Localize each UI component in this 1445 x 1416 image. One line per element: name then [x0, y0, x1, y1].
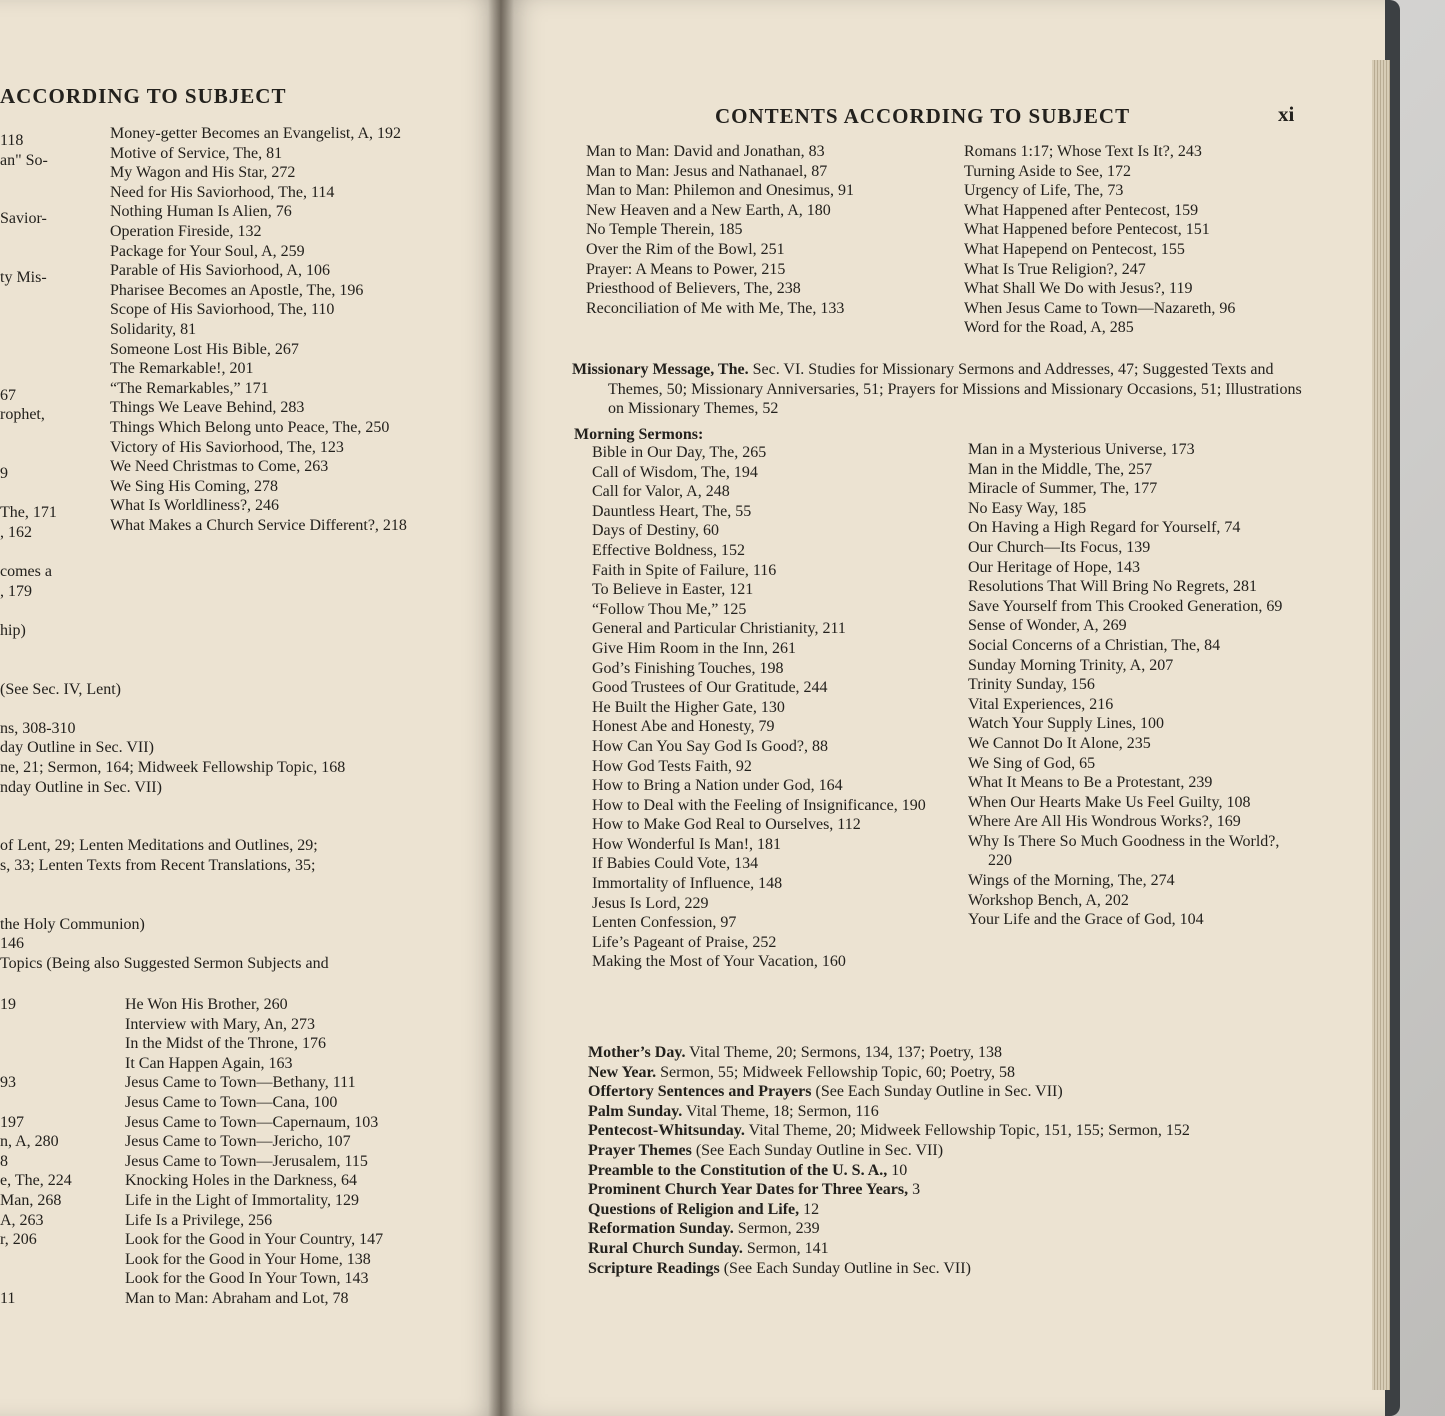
index-entry: Jesus Came to Town—Bethany, 111: [125, 1074, 356, 1092]
index-entry: Wings of the Morning, The, 274: [968, 872, 1175, 890]
index-entry: Man in the Middle, The, 257: [968, 460, 1153, 478]
index-entry: Miracle of Summer, The, 177: [968, 480, 1158, 498]
index-entry: Jesus Came to Town—Jericho, 107: [125, 1133, 351, 1151]
index-entry: Over the Rim of the Bowl, 251: [586, 240, 785, 258]
index-fragment: 67: [0, 386, 16, 404]
index-fragment: [0, 797, 80, 817]
right-page-heading: CONTENTS ACCORDING TO SUBJECT: [715, 104, 1131, 128]
index-fragment: [0, 876, 80, 896]
index-entry: What It Means to Be a Protestant, 239: [968, 774, 1213, 792]
index-term: Preamble to the Constitution of the U. S. A.,: [588, 1161, 888, 1179]
index-entry: Give Him Room in the Inn, 261: [592, 639, 796, 657]
index-entry: What Is Worldliness?, 246: [110, 497, 280, 515]
index-column-top-right: [964, 142, 1309, 338]
index-fragment: [0, 660, 80, 680]
index-entry: Trinity Sunday, 156: [968, 676, 1095, 694]
index-fragment: (See Sec. IV, Lent): [0, 680, 121, 698]
index-fragment: comes a: [0, 563, 52, 581]
index-entry: Look for the Good in Your Country, 147: [125, 1231, 384, 1249]
index-fragment: 118: [0, 132, 24, 149]
left-page: [0, 0, 500, 1416]
index-entry: Pharisee Becomes an Apostle, The, 196: [110, 281, 364, 299]
index-fragment: s, 33; Lenten Texts from Recent Translations, 35;: [0, 856, 316, 874]
index-term: New Year.: [588, 1063, 657, 1081]
index-entry: The Remarkable!, 201: [110, 360, 254, 378]
index-entry: He Built the Higher Gate, 130: [592, 698, 785, 716]
index-entry: Turning Aside to See, 172: [964, 162, 1131, 180]
index-entry: Life’s Pageant of Praise, 252: [592, 933, 777, 951]
index-entry: Scope of His Saviorhood, The, 110: [110, 301, 335, 319]
index-fragment: [0, 347, 80, 367]
index-fragment: 93: [0, 1074, 16, 1092]
index-entry: Jesus Came to Town—Capernaum, 103: [125, 1113, 379, 1131]
left-column-entries: [110, 124, 460, 535]
index-entry: We Need Christmas to Come, 263: [110, 458, 329, 476]
index-refs: Sermon, 141: [742, 1239, 829, 1257]
index-entry: Where Are All His Wondrous Works?, 169: [968, 813, 1241, 831]
index-entry: Our Heritage of Hope, 143: [968, 558, 1140, 576]
index-refs: 3: [908, 1181, 921, 1199]
index-refs: (See Each Sunday Outline in Sec. VII): [811, 1083, 1063, 1101]
index-entry: [588, 1200, 1308, 1220]
index-fragment: [0, 366, 80, 386]
index-fragment: ty Mis-: [0, 269, 47, 287]
index-fragment: [0, 895, 80, 915]
index-refs: Sermon, 55; Midweek Fellowship Topic, 60; Poetry, 58: [656, 1063, 1015, 1081]
index-entry: Vital Experiences, 216: [968, 695, 1114, 713]
index-entry: Our Church—Its Focus, 139: [968, 538, 1151, 556]
index-entry: If Babies Could Vote, 134: [592, 855, 759, 873]
index-entry: Romans 1:17; Whose Text Is It?, 243: [964, 143, 1202, 160]
index-entry: Your Life and the Grace of God, 104: [968, 911, 1204, 929]
index-entry: Faith in Spite of Failure, 116: [592, 561, 777, 579]
index-fragment: hip): [0, 621, 26, 639]
index-entry: Man to Man: Jesus and Nathanael, 87: [586, 162, 828, 180]
index-entry: Jesus Came to Town—Jerusalem, 115: [125, 1152, 368, 1170]
index-entry: What Hapepend on Pentecost, 155: [964, 240, 1185, 258]
book-gutter: [488, 0, 514, 1416]
index-fragment: , 162: [0, 523, 32, 541]
morning-sermons-left: [592, 443, 937, 972]
left-column-fragments-lower: [0, 995, 100, 1309]
index-fragment: [0, 601, 80, 621]
index-entry: Solidarity, 81: [110, 320, 197, 338]
index-entry: “The Remarkables,” 171: [110, 379, 269, 397]
index-entry: How to Make God Real to Ourselves, 112: [592, 816, 861, 834]
index-fragment: [0, 817, 80, 837]
index-fragment: [0, 484, 80, 504]
index-refs: Vital Theme, 20; Sermons, 134, 137; Poetry, 138: [685, 1044, 1002, 1061]
index-entry: Dauntless Heart, The, 55: [592, 502, 752, 520]
index-entry: Life in the Light of Immortality, 129: [125, 1191, 360, 1209]
index-entry: New Heaven and a New Earth, A, 180: [586, 201, 831, 219]
index-refs: (See Each Sunday Outline in Sec. VII): [719, 1259, 971, 1277]
index-entry: Victory of His Saviorhood, The, 123: [110, 438, 344, 456]
missionary-text: Sec. VI. Studies for Missionary Sermons and Addresses, 47; Suggested Texts and Themes, 50; Missionary Anniversaries, 51; Prayers for Missions and Missionary Occasions, 51; Illustrations on Missionary Themes, 52: [608, 361, 1302, 418]
index-entry: Sunday Morning Trinity, A, 207: [968, 656, 1174, 674]
index-fragment: e, The, 224: [0, 1172, 72, 1190]
index-fragment: [0, 1015, 100, 1035]
index-entry: What Happened before Pentecost, 151: [964, 221, 1210, 239]
index-entry: Bible in Our Day, The, 265: [592, 444, 767, 461]
index-entry: No Easy Way, 185: [968, 499, 1087, 517]
index-fragment: [0, 327, 80, 347]
index-entry: Man to Man: Abraham and Lot, 78: [125, 1289, 349, 1307]
index-fragment: A, 263: [0, 1211, 44, 1229]
index-refs: 10: [887, 1161, 908, 1179]
index-fragment: 19: [0, 996, 16, 1013]
index-fragment: ns, 308-310: [0, 719, 76, 737]
index-term: Reformation Sunday.: [588, 1220, 734, 1238]
index-entry: [588, 1121, 1308, 1141]
index-entry: God’s Finishing Touches, 198: [592, 659, 784, 677]
index-fragment: [0, 445, 80, 465]
index-fragment: [0, 1034, 100, 1054]
index-entry: Knocking Holes in the Darkness, 64: [125, 1172, 357, 1190]
index-fragment: Man, 268: [0, 1191, 62, 1209]
index-entry: My Wagon and His Star, 272: [110, 164, 296, 182]
index-entry: [588, 1102, 1308, 1122]
index-entry: Call for Valor, A, 248: [592, 483, 730, 501]
index-fragment: n, A, 280: [0, 1133, 59, 1151]
index-entry: Urgency of Life, The, 73: [964, 182, 1124, 200]
index-entry: He Won His Brother, 260: [125, 996, 288, 1013]
index-entry: [588, 1043, 1308, 1063]
index-entry: [588, 1219, 1308, 1239]
index-entry: Workshop Bench, A, 202: [968, 891, 1129, 909]
index-fragment: Topics (Being also Suggested Sermon Subjects and: [0, 954, 329, 972]
index-refs: 12: [799, 1200, 820, 1218]
index-entry: Jesus Is Lord, 229: [592, 894, 709, 912]
index-entry: Look for the Good in Your Home, 138: [125, 1250, 371, 1268]
index-entry: What Is True Religion?, 247: [964, 260, 1146, 278]
index-fragment: [0, 1054, 100, 1074]
index-entry: Reconciliation of Me with Me, The, 133: [586, 299, 845, 317]
index-fragment: Savior-: [0, 210, 47, 228]
index-fragment: [0, 425, 80, 445]
index-fragment: of Lent, 29; Lenten Meditations and Outlines, 29;: [0, 837, 318, 855]
index-fragment: 11: [0, 1289, 16, 1307]
index-entry: How to Deal with the Feeling of Insignificance, 190: [592, 796, 926, 814]
index-fragment: [0, 699, 80, 719]
index-entry: Motive of Service, The, 81: [110, 144, 283, 162]
index-fragment: 197: [0, 1113, 24, 1131]
index-entry: Honest Abe and Honesty, 79: [592, 718, 775, 736]
index-entry: On Having a High Regard for Yourself, 74: [968, 519, 1241, 537]
index-entry: How Wonderful Is Man!, 181: [592, 835, 782, 853]
index-entries-bottom: [588, 1043, 1308, 1278]
right-page: [500, 0, 1385, 1416]
index-entry: Word for the Road, A, 285: [964, 319, 1134, 337]
index-entry: Immortality of Influence, 148: [592, 875, 783, 893]
index-entry: Look for the Good In Your Town, 143: [125, 1270, 369, 1288]
index-fragment: the Holy Communion): [0, 915, 145, 933]
index-fragment: nday Outline in Sec. VII): [0, 778, 162, 796]
index-entry: Save Yourself from This Crooked Generation, 69: [968, 597, 1283, 615]
index-entry: Man to Man: Philemon and Onesimus, 91: [586, 182, 854, 200]
index-entry: Parable of His Saviorhood, A, 106: [110, 262, 330, 280]
index-entry: We Sing of God, 65: [968, 754, 1096, 772]
index-column-top-left: [586, 142, 931, 318]
index-fragment: [0, 288, 80, 308]
index-entry: Call of Wisdom, The, 194: [592, 463, 758, 481]
index-term: Questions of Religion and Life,: [588, 1200, 800, 1218]
index-entry: General and Particular Christianity, 211: [592, 620, 846, 638]
index-term: Prominent Church Year Dates for Three Years,: [588, 1181, 909, 1199]
index-term: Offertory Sentences and Prayers: [588, 1083, 812, 1101]
index-entry: Jesus Came to Town—Cana, 100: [125, 1093, 338, 1111]
index-entry: Sense of Wonder, A, 269: [968, 617, 1127, 635]
index-entry: Effective Boldness, 152: [592, 541, 746, 559]
index-fragment: 9: [0, 465, 8, 483]
index-refs: Sermon, 239: [733, 1220, 820, 1238]
page-edges: [1372, 60, 1390, 1390]
index-entry: Nothing Human Is Alien, 76: [110, 203, 292, 221]
index-entry: Man to Man: David and Jonathan, 83: [586, 143, 825, 160]
index-entry: [588, 1239, 1308, 1259]
index-refs: (See Each Sunday Outline in Sec. VII): [691, 1141, 944, 1159]
index-fragment: [0, 170, 80, 190]
index-fragment: [0, 229, 80, 249]
index-entry: Good Trustees of Our Gratitude, 244: [592, 679, 828, 697]
index-entry: Man in a Mysterious Universe, 173: [968, 441, 1195, 458]
index-entry: We Sing His Coming, 278: [110, 477, 279, 495]
index-entry: When Jesus Came to Town—Nazareth, 96: [964, 299, 1236, 317]
index-term: Rural Church Sunday.: [588, 1239, 743, 1257]
index-entry: [588, 1180, 1308, 1200]
index-entry: What Shall We Do with Jesus?, 119: [964, 280, 1193, 298]
index-refs: Vital Theme, 18; Sermon, 116: [682, 1102, 879, 1120]
index-entry: Why Is There So Much Goodness in the World?, 220: [968, 832, 1280, 870]
index-fragment: [0, 1250, 100, 1270]
index-entry: [588, 1082, 1308, 1102]
index-fragment: [0, 640, 80, 660]
index-entry: [588, 1141, 1308, 1161]
morning-sermons-right: [968, 440, 1303, 930]
index-entry: What Makes a Church Service Different?, 218: [110, 516, 407, 534]
index-term: Palm Sunday.: [588, 1102, 683, 1120]
index-entry: Life Is a Privilege, 256: [125, 1211, 273, 1229]
index-entry: Interview with Mary, An, 273: [125, 1015, 316, 1033]
index-entry: When Our Hearts Make Us Feel Guilty, 108: [968, 793, 1251, 811]
index-entry: To Believe in Easter, 121: [592, 581, 754, 599]
index-entry: Resolutions That Will Bring No Regrets, 281: [968, 578, 1257, 596]
left-column-entries-lower: [125, 995, 470, 1309]
index-entry: Social Concerns of a Christian, The, 84: [968, 636, 1221, 654]
index-fragment: [0, 249, 80, 269]
index-fragment: [0, 190, 80, 210]
index-fragment: [0, 307, 80, 327]
index-entry: How God Tests Faith, 92: [592, 757, 752, 775]
index-entry: How to Bring a Nation under God, 164: [592, 777, 843, 795]
index-entry: We Cannot Do It Alone, 235: [968, 734, 1151, 752]
missionary-entry: [572, 360, 1302, 419]
index-entry: No Temple Therein, 185: [586, 221, 743, 239]
index-term: Pentecost-Whitsunday.: [588, 1122, 745, 1140]
missionary-term: Missionary Message, The.: [572, 361, 749, 378]
index-fragment: 8: [0, 1152, 8, 1170]
index-fragment: , 179: [0, 582, 32, 600]
index-fragment: rophet,: [0, 406, 45, 424]
index-entry: Lenten Confession, 97: [592, 914, 737, 932]
index-refs: Vital Theme, 20; Midweek Fellowship Topic, 151, 155; Sermon, 152: [744, 1122, 1190, 1140]
index-fragment: an" So-: [0, 151, 48, 169]
index-entry: Things Which Belong unto Peace, The, 250: [110, 418, 390, 436]
index-fragment: 146: [0, 935, 24, 953]
index-entry: Money-getter Becomes an Evangelist, A, 192: [110, 125, 402, 142]
index-term: Prayer Themes: [588, 1141, 692, 1159]
index-entry: Prayer: A Means to Power, 215: [586, 260, 786, 278]
index-entry: Watch Your Supply Lines, 100: [968, 715, 1165, 733]
index-entry: Operation Fireside, 132: [110, 222, 262, 240]
index-fragment: ne, 21; Sermon, 164; Midweek Fellowship Topic, 168: [0, 759, 346, 776]
index-term: Scripture Readings: [588, 1259, 720, 1277]
morning-sermons-heading: Morning Sermons:: [574, 426, 704, 443]
index-fragment: r, 206: [0, 1231, 37, 1249]
index-fragment: [0, 1093, 100, 1113]
index-fragment: [0, 542, 80, 562]
index-entry: Things We Leave Behind, 283: [110, 399, 305, 417]
index-entry: [588, 1161, 1308, 1181]
index-fragment: [0, 1269, 100, 1289]
index-entry: Days of Destiny, 60: [592, 522, 719, 540]
index-entry: Package for Your Soul, A, 259: [110, 242, 305, 260]
index-entry: Priesthood of Believers, The, 238: [586, 280, 801, 298]
index-term: Mother’s Day.: [588, 1044, 686, 1061]
index-entry: How Can You Say God Is Good?, 88: [592, 737, 829, 755]
index-entry: Someone Lost His Bible, 267: [110, 340, 299, 358]
page-number: xi: [1278, 102, 1295, 126]
index-entry: “Follow Thou Me,” 125: [592, 600, 747, 618]
index-entry: In the Midst of the Throne, 176: [125, 1035, 327, 1053]
index-entry: [588, 1259, 1308, 1279]
index-fragment: day Outline in Sec. VII): [0, 739, 154, 757]
index-entry: What Happened after Pentecost, 159: [964, 201, 1199, 219]
index-fragment: The, 171: [0, 504, 57, 522]
index-entry: Making the Most of Your Vacation, 160: [592, 953, 846, 971]
index-entry: [588, 1063, 1308, 1083]
index-entry: It Can Happen Again, 163: [125, 1054, 293, 1072]
left-page-heading: ACCORDING TO SUBJECT: [0, 84, 287, 108]
index-entry: Need for His Saviorhood, The, 114: [110, 183, 335, 201]
